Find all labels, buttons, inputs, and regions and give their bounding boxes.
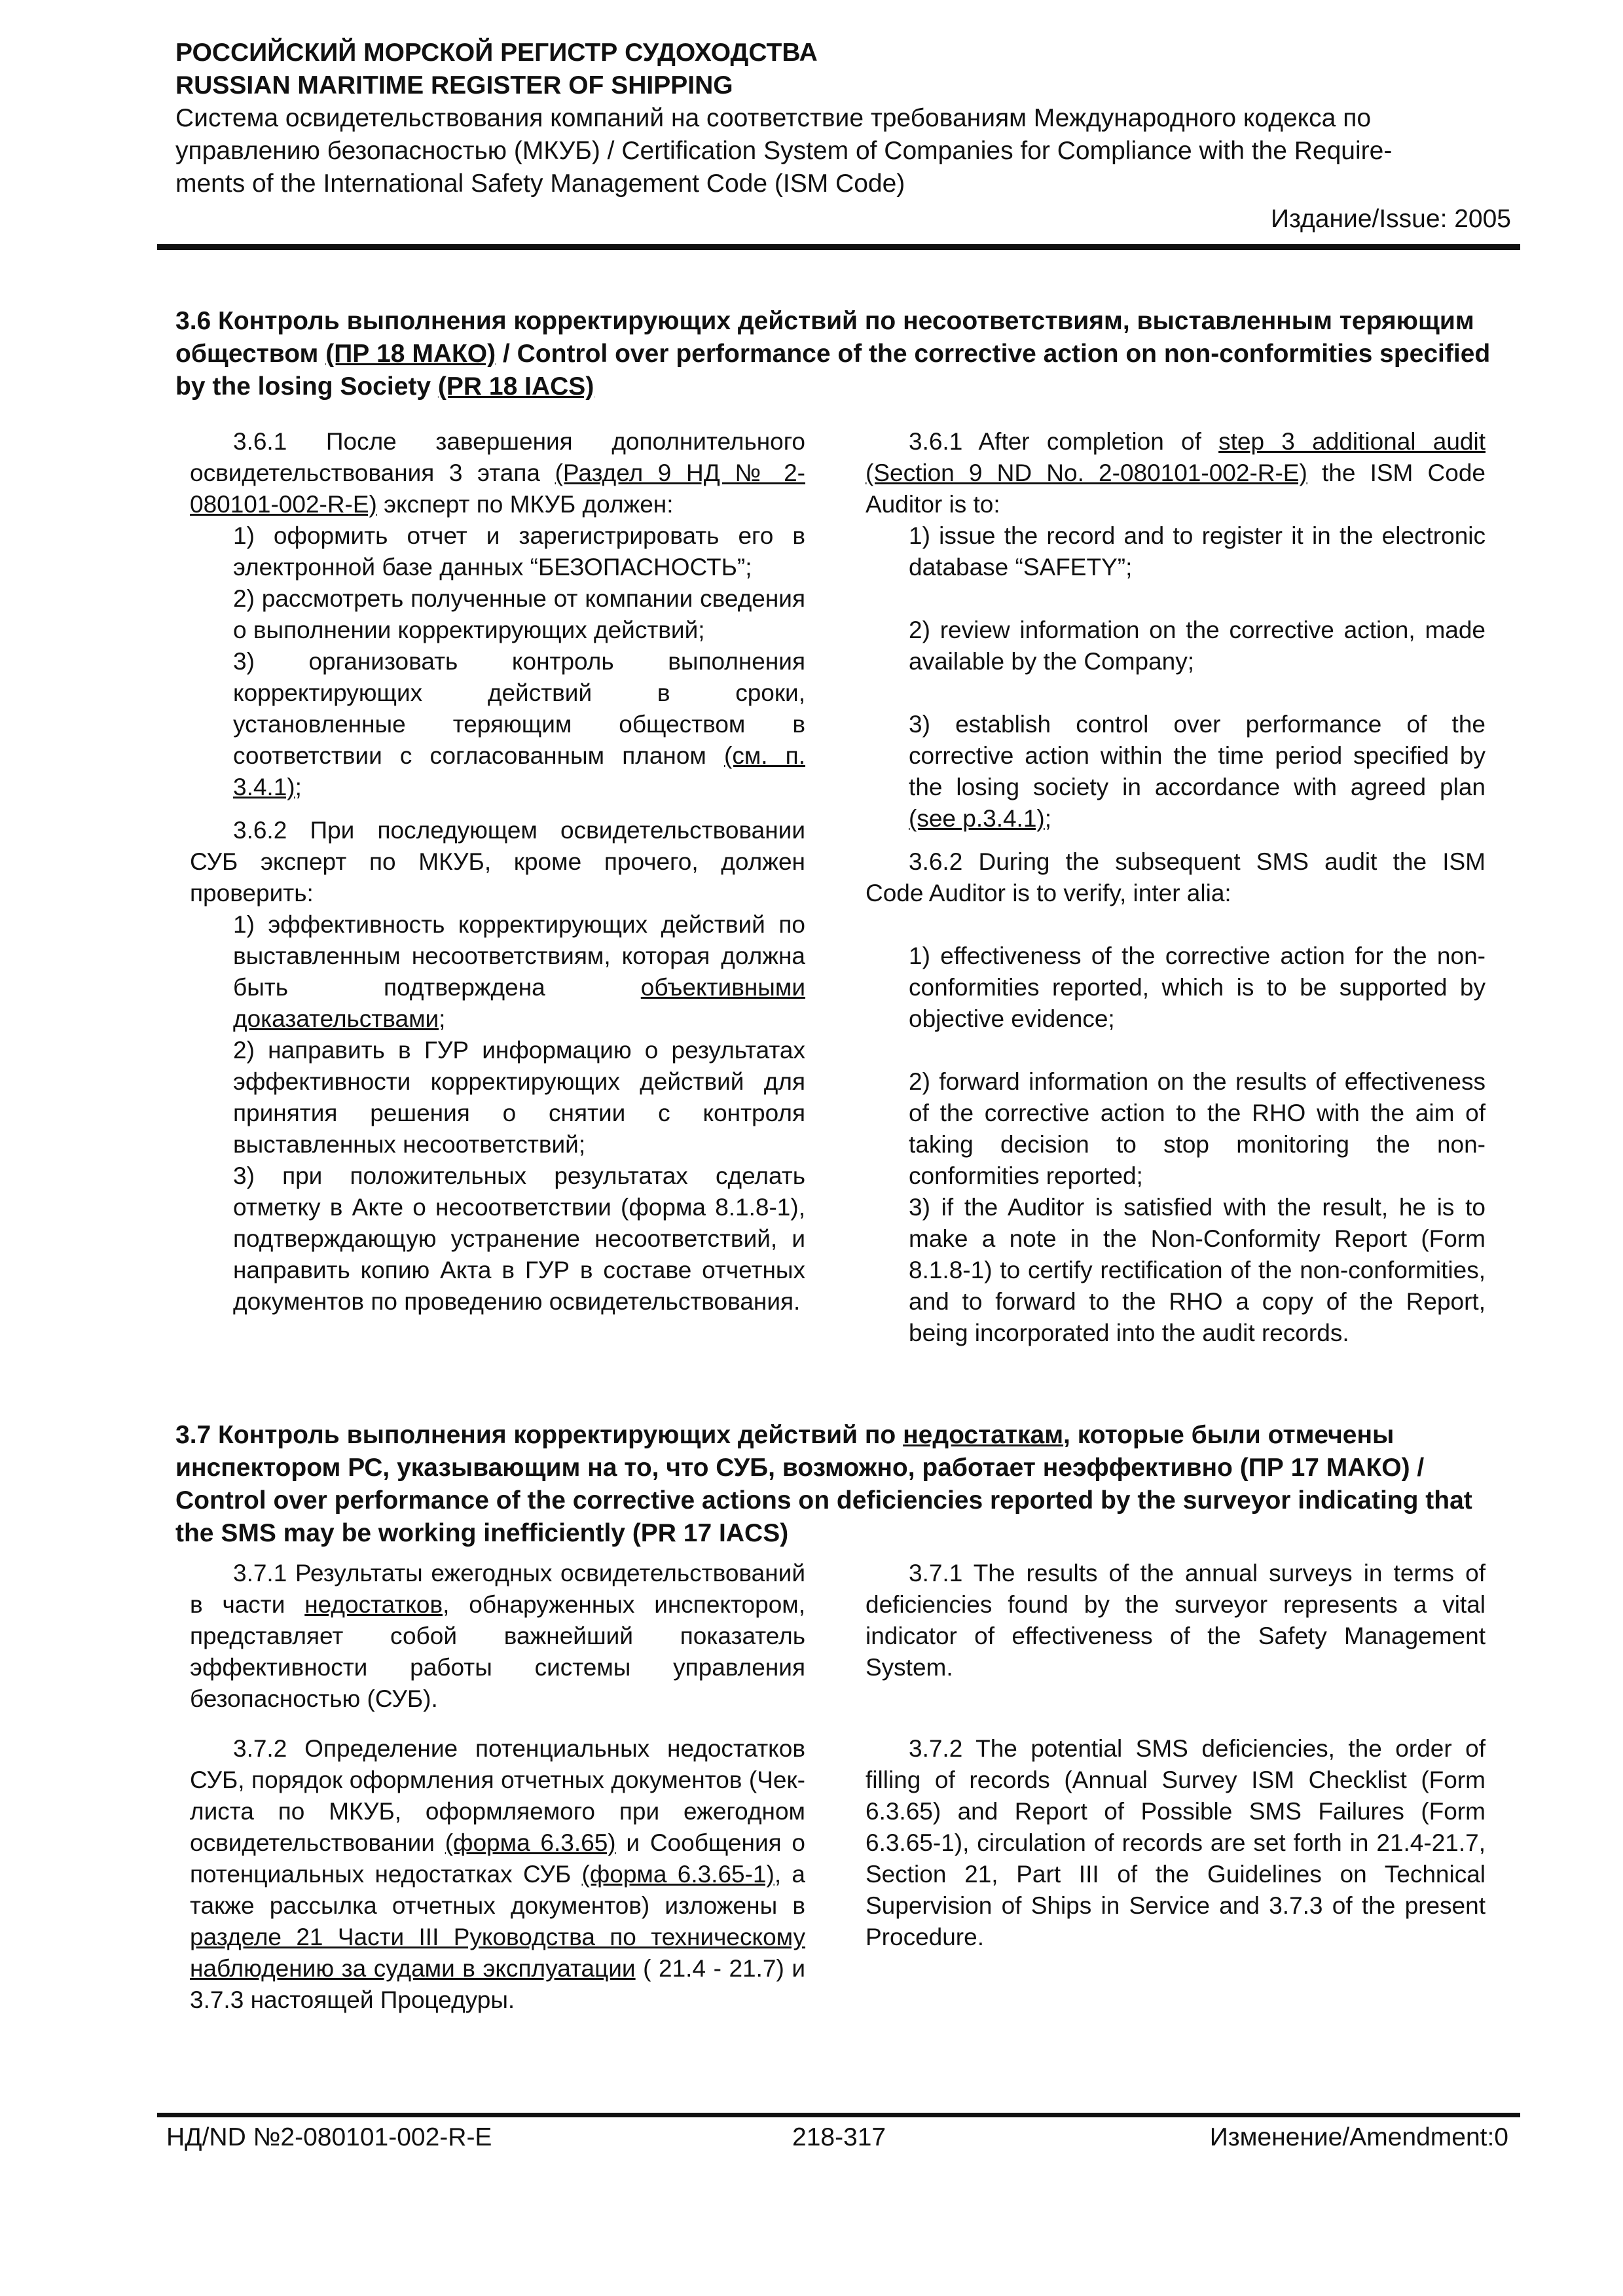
list-item: 2) forward information on the results of effectiveness of the corrective action to the RHO with the aim of taking decision to stop monitoring the non-conformities reported;	[909, 1068, 1486, 1189]
section-3-6-russian-column	[190, 426, 805, 1318]
section-3-7-russian-column	[190, 1558, 805, 2016]
issue-label: Издание/Issue: 2005	[1271, 205, 1511, 233]
paragraph-text: ;	[295, 774, 302, 800]
paragraph-3-6-2-en: 3.6.2 During the subsequent SMS audit the ISM Code Auditor is to verify, inter alia:	[866, 848, 1486, 906]
paragraph-3-6-2-ru: 3.6.2 При последующем освидетельствовании СУБ эксперт по МКУБ, кроме прочего, должен проверить:	[190, 817, 805, 906]
list-item	[233, 646, 805, 803]
list-item: 3) if the Auditor is satisfied with the result, he is to make a note in the Non-Conformity Report (Form 8.1.8-1) to certify rectification of the non-conformities, and to forward to the RHO a copy of the Report, being incorporated into the audit records.	[909, 1194, 1486, 1346]
paragraph-text: 1) эффективность корректирующих действий по выставленным несоответствиям, которая должна быть подтверждена	[233, 911, 805, 1001]
list-item: 1) issue the record and to register it in the electronic database “SAFETY”;	[909, 522, 1486, 581]
deficiencies-link[interactable]: недостаткам	[903, 1421, 1064, 1449]
paragraph-text: 3.6.1 После завершения дополнительного освидетельствования 3 этапа	[190, 428, 805, 486]
list-item: 2) направить в ГУР информацию о результатах эффективности корректирующих действий для принятия решения о снятии с контроля выставленных несоответствий;	[233, 1037, 805, 1158]
header-divider	[157, 244, 1520, 250]
system-title-line-2: управлению безопасностью (МКУБ) / Certification System of Companies for Compliance with the Require-	[175, 137, 1393, 165]
paragraph-text: эксперт по МКУБ должен:	[376, 491, 674, 518]
objective-evidence-link[interactable]: объективными доказательствами;	[233, 974, 805, 1032]
heading-text: , которые были отмечены инспектором РС, указывающим на то, что СУБ, возможно, работает неэффективно (ПР 17 МАКО) / Control over performance of the corrective actions on deficiencies reported by the surveyor indicating that the SMS may be working inefficiently (PR 17 IACS)	[175, 1421, 1472, 1547]
register-title-en: RUSSIAN MARITIME REGISTER OF SHIPPING	[175, 71, 733, 99]
heading-text: 3.7 Контроль выполнения корректирующих действий по	[175, 1421, 903, 1449]
paragraph-text: 3.7.2 Определение потенциальных недостатков СУБ, порядок оформления отчетных документов (Чек-листа по МКУБ, оформляемого при ежегодном освидетельствовании	[190, 1735, 805, 1856]
paragraph-text: the ISM Code Auditor is to:	[866, 459, 1486, 518]
list-item: 1) effectiveness of the corrective action for the non-conformities reported, which is to be supported by objective evidence;	[909, 942, 1486, 1032]
system-title-line-3: ments of the International Safety Management Code (ISM Code)	[175, 170, 905, 198]
section-21-guidelines-link[interactable]: разделе 21 Части III Руководства по техническому наблюдению за судами в эксплуатации	[190, 1924, 805, 1982]
list-item: 1) оформить отчет и зарегистрировать его в электронной базе данных “БЕЗОПАСНОСТЬ”;	[233, 522, 805, 581]
paragraph-3-7-1-en: 3.7.1 The results of the annual surveys in terms of deficiencies found by the surveyor represents a vital indicator of effectiveness of the Safety Management System.	[866, 1560, 1486, 1681]
paragraph-text: 3) establish control over performance of the corrective action within the time period specified by the losing society in accordance with agreed plan	[909, 711, 1486, 800]
form-6-3-65-1-link[interactable]: (форма 6.3.65-1)	[581, 1861, 775, 1888]
paragraph-text: и Сообщения о потенциальных недостатках СУБ	[190, 1829, 805, 1888]
step-3-additional-audit-link[interactable]: step 3 additional audit (Section 9 ND No. 2-080101-002-R-E)	[866, 428, 1486, 486]
list-item: 2) review information on the corrective action, made available by the Company;	[909, 617, 1486, 675]
paragraph-3-7-2-en: 3.7.2 The potential SMS deficiencies, the order of filling of records (Annual Survey ISM Checklist (Form 6.3.65) and Report of Possible SMS Failures (Form 6.3.65-1), circulation of records are set forth in 21.4-21.7, Section 21, Part III of the Guidelines on Technical Supervision of Ships in Service and 3.7.3 of the present Procedure.	[866, 1735, 1486, 1950]
paragraph-3-7-1-ru	[190, 1558, 805, 1715]
document-number: НД/ND №2-080101-002-R-E	[166, 2123, 492, 2151]
list-item: 2) рассмотреть полученные от компании сведения о выполнении корректирующих действий;	[233, 585, 805, 643]
heading-text: 3.6 Контроль выполнения корректирующих действий по несоответствиям, выставленным теряющим обществом	[175, 307, 1474, 368]
paragraph-text: ;	[1044, 805, 1052, 832]
list-item: 3) при положительных результатах сделать отметку в Акте о несоответствии (форма 8.1.8-1), подтверждающую устранение несоответствий, и направить копию Акта в ГУР в составе отчетных документов по проведению освидетельствования.	[233, 1162, 805, 1315]
paragraph-3-6-1-en	[866, 426, 1486, 520]
form-6-3-65-link[interactable]: (форма 6.3.65)	[445, 1829, 616, 1856]
register-title-ru: РОССИЙСКИЙ МОРСКОЙ РЕГИСТР СУДОХОДСТВА	[175, 39, 818, 67]
paragraph-text: ( 21.4 - 21.7) и 3.7.3 настоящей Процедуры.	[190, 1955, 805, 2013]
paragraph-text: 3.7.1 Результаты ежегодных освидетельствований в части	[190, 1560, 805, 1618]
see-3-4-1-link[interactable]: (см. п. 3.4.1)	[233, 742, 805, 800]
deficiencies-ru-link[interactable]: недостатков,	[304, 1591, 450, 1618]
section-3-6-heading	[175, 305, 1511, 403]
section-9-link[interactable]: (Раздел 9 НД № 2-080101-002-R-E)	[190, 459, 805, 518]
pr18-mako-link[interactable]: (ПР 18 МАКО)	[325, 340, 496, 368]
system-title-line-1: Система освидетельствования компаний на соответствие требованиям Международного кодекса по	[175, 104, 1372, 132]
paragraph-text: , а также рассылка отчетных документов) изложены в	[190, 1861, 805, 1919]
page-header	[175, 37, 1511, 236]
heading-text: / Control over performance of the corrective action on non-conformities specified by the losing Society	[175, 340, 1491, 401]
paragraph-text: 3) организовать контроль выполнения корректирующих действий в сроки, установленные теряющим обществом в соответствии с согласованным планом	[233, 648, 805, 769]
paragraph-text: обнаруженных инспектором, представляет собой важнейший показатель эффективности работы системы управления безопасностью (СУБ).	[190, 1591, 805, 1712]
section-3-6-english-column	[866, 426, 1486, 1349]
list-item	[233, 909, 805, 1035]
amendment-label: Изменение/Amendment:0	[1209, 2123, 1508, 2151]
list-item	[909, 709, 1486, 834]
paragraph-3-6-1-ru	[190, 426, 805, 520]
paragraph-text: 3.6.1 After completion of	[909, 428, 1219, 455]
section-3-7-english-column	[866, 1558, 1486, 1953]
section-3-7-heading	[175, 1419, 1511, 1550]
footer-divider	[157, 2113, 1520, 2117]
page-number: 218-317	[792, 2123, 886, 2151]
paragraph-3-7-2-ru	[190, 1733, 805, 2016]
see-p-3-4-1-link[interactable]: (see p.3.4.1)	[909, 805, 1045, 832]
pr18-iacs-link[interactable]: (PR 18 IACS)	[437, 372, 594, 401]
